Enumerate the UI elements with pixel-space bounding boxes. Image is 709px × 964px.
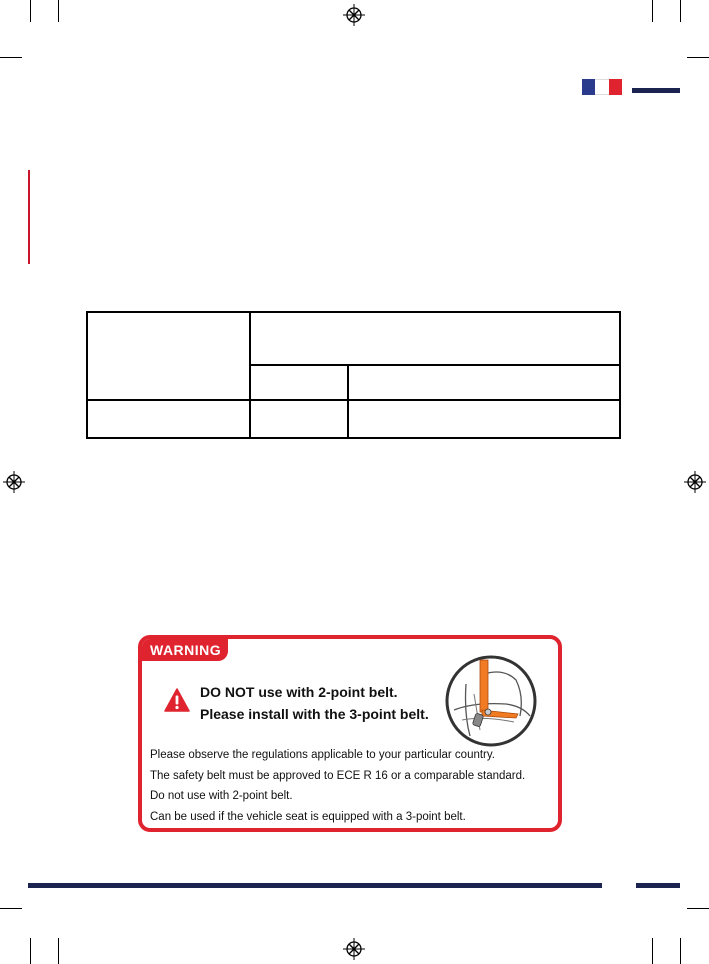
crop-mark (0, 57, 22, 58)
crop-mark (30, 0, 31, 22)
crop-mark (30, 938, 31, 964)
margin-accent-line (28, 170, 30, 264)
warning-note: Do not use with 2-point belt. (150, 790, 293, 802)
header-accent-bar (632, 88, 680, 93)
crop-mark (58, 0, 59, 22)
warning-box (138, 635, 562, 832)
crop-mark (0, 908, 22, 909)
table-divider (249, 364, 619, 366)
french-flag-icon (582, 79, 622, 95)
table-divider (249, 313, 251, 437)
warning-headline: Please install with the 3-point belt. (200, 706, 429, 722)
warning-label: WARNING (142, 639, 228, 661)
registration-mark-icon (343, 4, 365, 26)
registration-mark-icon (343, 938, 365, 960)
crop-mark (687, 57, 709, 58)
registration-mark-icon (684, 471, 706, 493)
crop-mark (687, 908, 709, 909)
warning-notes (150, 745, 560, 827)
warning-note: Can be used if the vehicle seat is equipped with a 3-point belt. (150, 810, 466, 823)
warning-triangle-icon (164, 688, 190, 712)
warning-note: Please observe the regulations applicable to your particular country. (150, 749, 495, 761)
crop-mark (58, 938, 59, 964)
crop-mark (680, 0, 681, 22)
footer-accent-bar (28, 883, 602, 888)
table-divider (88, 399, 619, 401)
car-seat-belt-illustration (444, 654, 538, 748)
warning-headline: DO NOT use with 2-point belt. (200, 684, 398, 700)
warning-note: The safety belt must be approved to ECE R 16 or a comparable standard. (150, 769, 526, 782)
crop-mark (680, 938, 681, 964)
spec-table (86, 311, 621, 439)
footer-accent-bar (636, 883, 680, 888)
crop-mark (652, 938, 653, 964)
registration-mark-icon (3, 471, 25, 493)
crop-mark (652, 0, 653, 22)
